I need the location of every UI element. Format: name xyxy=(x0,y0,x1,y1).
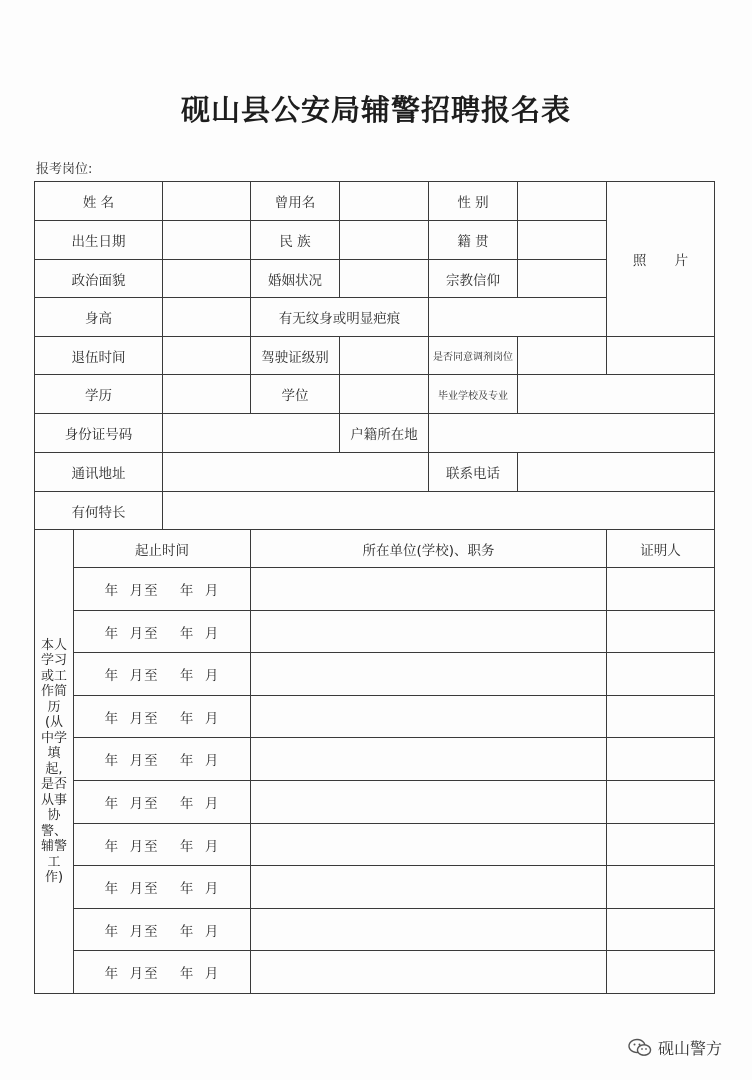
input-household[interactable] xyxy=(428,413,715,453)
label-birth-date: 出生日期 xyxy=(34,220,163,260)
label-gender: 性 别 xyxy=(428,181,518,221)
label-address: 通讯地址 xyxy=(34,452,163,492)
label-discharge-time: 退伍时间 xyxy=(34,336,163,375)
input-school-major[interactable] xyxy=(517,374,715,414)
input-gender[interactable] xyxy=(517,181,607,221)
history-period-4[interactable]: 年 月至 年 月 xyxy=(73,695,251,738)
history-witness-3[interactable] xyxy=(606,652,715,696)
input-political-status[interactable] xyxy=(162,259,251,298)
history-unit-6[interactable] xyxy=(250,780,607,824)
history-period-5[interactable]: 年 月至 年 月 xyxy=(73,737,251,781)
form-title: 砚山县公安局辅警招聘报名表 xyxy=(180,93,571,127)
history-unit-3[interactable] xyxy=(250,652,607,696)
history-witness-10[interactable] xyxy=(606,950,715,994)
history-period-3[interactable]: 年 月至 年 月 xyxy=(73,652,251,696)
history-unit-9[interactable] xyxy=(250,908,607,951)
wechat-account-name: 砚山警方 xyxy=(657,1039,722,1058)
history-col-unit: 所在单位(学校)、职务 xyxy=(250,529,607,568)
input-degree[interactable] xyxy=(339,374,429,414)
input-marital-status[interactable] xyxy=(339,259,429,298)
history-witness-6[interactable] xyxy=(606,780,715,824)
history-unit-10[interactable] xyxy=(250,950,607,994)
history-witness-5[interactable] xyxy=(606,737,715,781)
input-name[interactable] xyxy=(162,181,251,221)
label-specialty: 有何特长 xyxy=(34,491,163,530)
label-education: 学历 xyxy=(34,374,163,414)
label-tattoo-scar: 有无纹身或明显疤痕 xyxy=(250,297,429,337)
input-discharge-time[interactable] xyxy=(162,336,251,375)
input-tattoo-scar[interactable] xyxy=(428,297,607,337)
input-height[interactable] xyxy=(162,297,251,337)
input-address[interactable] xyxy=(162,452,429,492)
history-period-8[interactable]: 年 月至 年 月 xyxy=(73,865,251,909)
history-period-2[interactable]: 年 月至 年 月 xyxy=(73,610,251,653)
wechat-account xyxy=(628,1036,722,1059)
label-license-level: 驾驶证级别 xyxy=(250,336,340,375)
history-witness-1[interactable] xyxy=(606,567,715,611)
history-period-6[interactable]: 年 月至 年 月 xyxy=(73,780,251,824)
photo-box[interactable]: 照 片 xyxy=(606,181,715,337)
history-unit-2[interactable] xyxy=(250,610,607,653)
label-ethnicity: 民 族 xyxy=(250,220,340,260)
label-religion: 宗教信仰 xyxy=(428,259,518,298)
label-former-name: 曾用名 xyxy=(250,181,340,221)
label-phone: 联系电话 xyxy=(428,452,518,492)
input-former-name[interactable] xyxy=(339,181,429,221)
input-accept-transfer[interactable] xyxy=(517,336,607,375)
history-period-10[interactable]: 年 月至 年 月 xyxy=(73,950,251,994)
label-household: 户籍所在地 xyxy=(339,413,429,453)
history-unit-1[interactable] xyxy=(250,567,607,611)
history-period-7[interactable]: 年 月至 年 月 xyxy=(73,823,251,866)
input-ethnicity[interactable] xyxy=(339,220,429,260)
history-period-9[interactable]: 年 月至 年 月 xyxy=(73,908,251,951)
label-degree: 学位 xyxy=(250,374,340,414)
input-religion[interactable] xyxy=(517,259,607,298)
history-unit-7[interactable] xyxy=(250,823,607,866)
label-height: 身高 xyxy=(34,297,163,337)
history-witness-8[interactable] xyxy=(606,865,715,909)
input-native-place[interactable] xyxy=(517,220,607,260)
input-license-level[interactable] xyxy=(339,336,429,375)
label-id-number: 身份证号码 xyxy=(34,413,163,453)
history-witness-4[interactable] xyxy=(606,695,715,738)
label-accept-transfer: 是否同意调剂岗位 xyxy=(428,336,518,375)
input-birth-date[interactable] xyxy=(162,220,251,260)
input-education[interactable] xyxy=(162,374,251,414)
label-school-major: 毕业学校及专业 xyxy=(428,374,518,414)
history-witness-2[interactable] xyxy=(606,610,715,653)
history-unit-4[interactable] xyxy=(250,695,607,738)
history-period-1[interactable]: 年 月至 年 月 xyxy=(73,567,251,611)
history-witness-7[interactable] xyxy=(606,823,715,866)
history-side-label-text: 本人学习或工作简历(从中学填起,是否从事协警、辅警工作) xyxy=(40,637,67,885)
history-unit-5[interactable] xyxy=(250,737,607,781)
input-phone[interactable] xyxy=(517,452,715,492)
photo-spacer xyxy=(606,336,715,375)
label-name: 姓 名 xyxy=(34,181,163,221)
input-id-number[interactable] xyxy=(162,413,340,453)
history-col-period: 起止时间 xyxy=(73,529,251,568)
label-marital-status: 婚姻状况 xyxy=(250,259,340,298)
history-witness-9[interactable] xyxy=(606,908,715,951)
wechat-icon xyxy=(628,1038,652,1058)
input-specialty[interactable] xyxy=(162,491,715,530)
history-unit-8[interactable] xyxy=(250,865,607,909)
label-political-status: 政治面貌 xyxy=(34,259,163,298)
post-label: 报考岗位: xyxy=(36,162,93,177)
history-side-label xyxy=(34,529,74,994)
history-col-witness: 证明人 xyxy=(606,529,715,568)
label-native-place: 籍 贯 xyxy=(428,220,518,260)
